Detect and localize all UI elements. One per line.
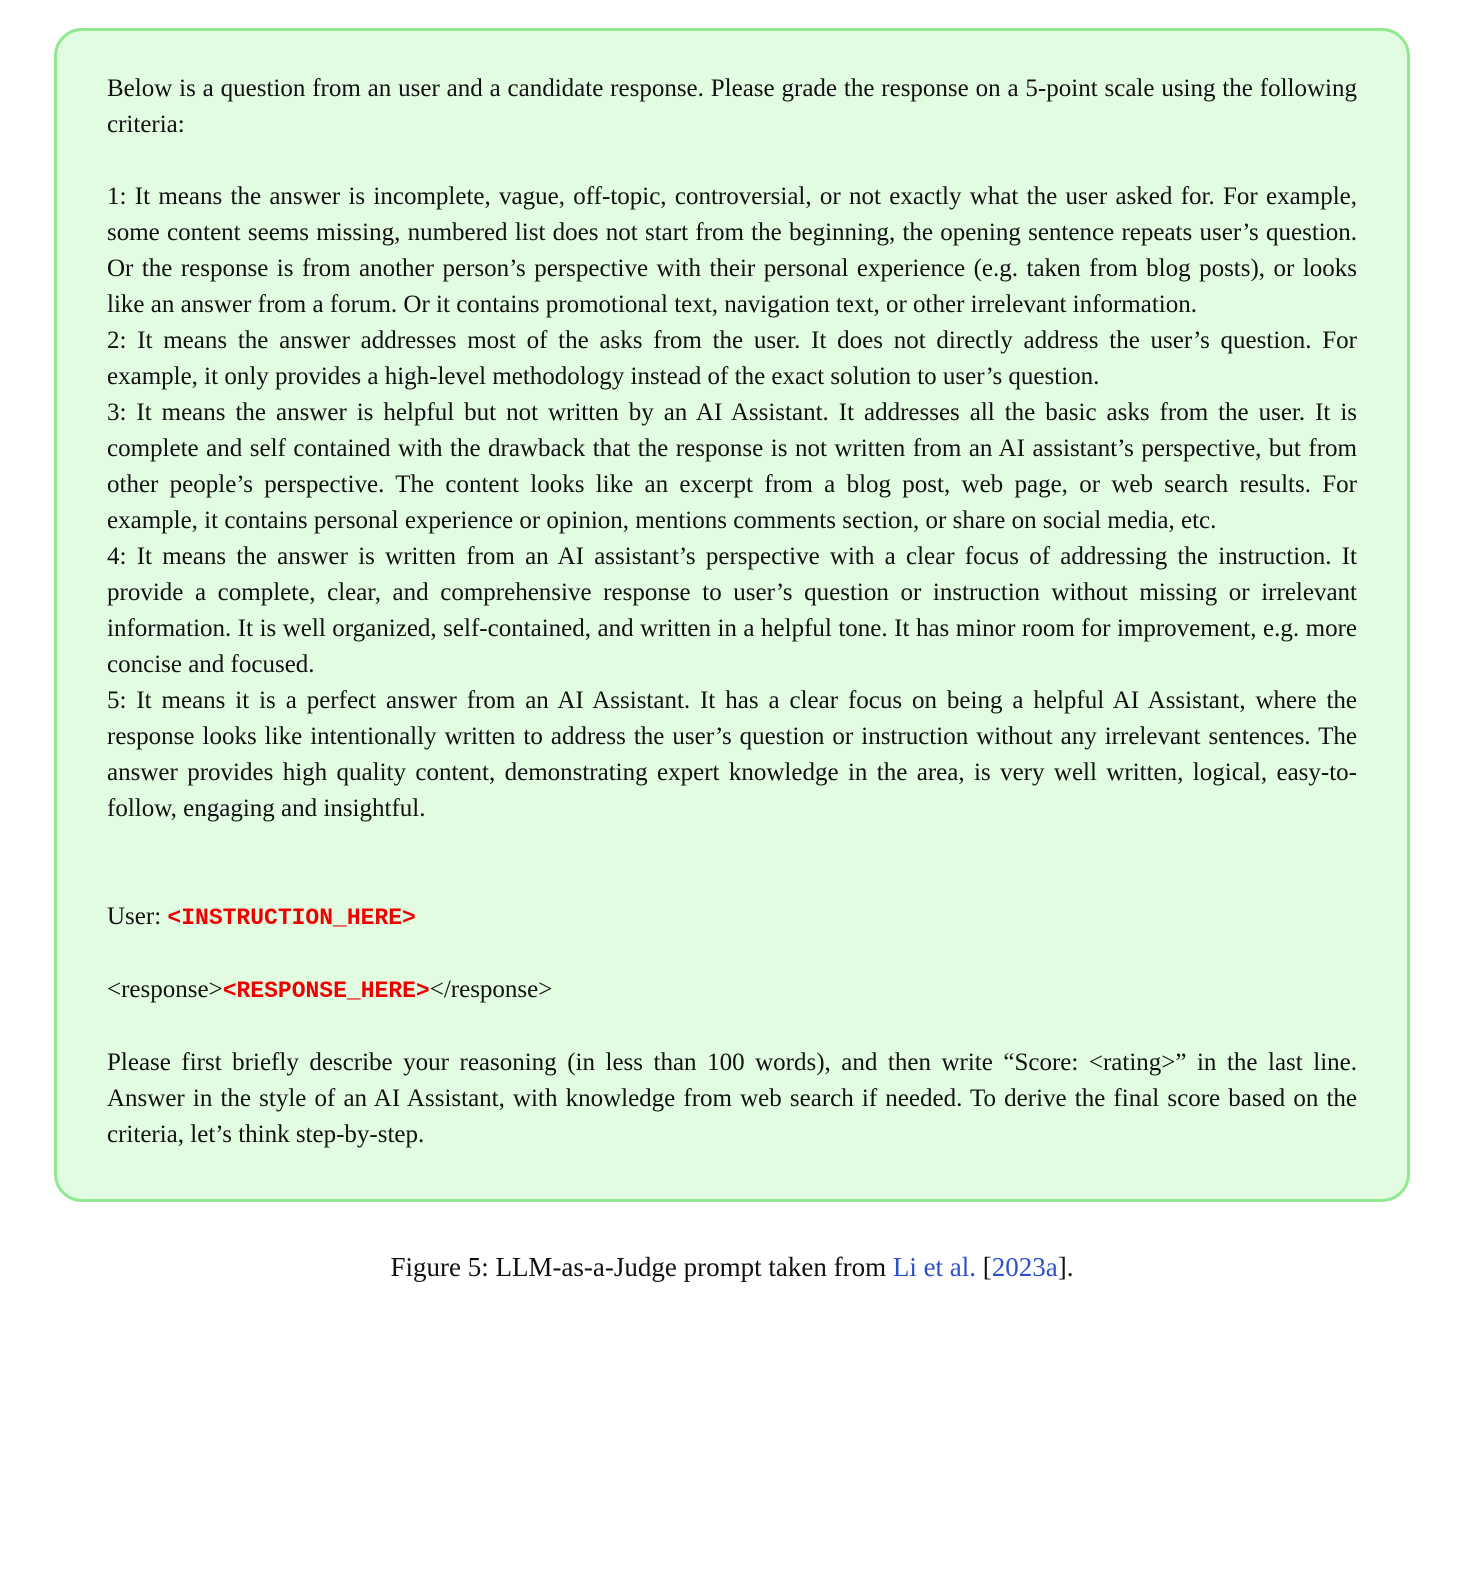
criteria-item-3: 3: It means the answer is helpful but not written by an AI Assistant. It addresses all the basic asks from the user. It is complete and self contained with the drawback that the response is not written from an AI assistant’s perspective, but from other people’s perspective. The content looks like an excerpt from a blog post, web page, or web search results. For example, it contains personal experience or opinion, mentions comments section, or share on social media, etc. bbox=[107, 399, 1357, 534]
user-label: User: bbox=[107, 903, 168, 930]
criteria-item-4: 4: It means the answer is written from an AI assistant’s perspective with a clear focus of addressing the instruction. It provide a complete, clear, and comprehensive response to user’s question or instruction without missing or irrelevant information. It is well organized, self-contained, and written in a helpful tone. It has minor room for improvement, e.g. more concise and focused. bbox=[107, 543, 1357, 678]
user-line bbox=[107, 899, 1357, 936]
citation-link-year[interactable]: 2023a bbox=[991, 1252, 1058, 1282]
citation-link-author[interactable]: Li et al. bbox=[892, 1252, 977, 1282]
criteria-item-5: 5: It means it is a perfect answer from an AI Assistant. It has a clear focus on being a helpful AI Assistant, where the response looks like intentionally written to address the user’s question or instruction without any irrelevant sentences. The answer provides high quality content, demonstrating expert knowledge in the area, is very well written, logical, easy-to-follow, engaging and insightful. bbox=[107, 687, 1357, 822]
instruction-placeholder: <INSTRUCTION_HERE> bbox=[167, 905, 416, 931]
response-placeholder: <RESPONSE_HERE> bbox=[222, 978, 430, 1004]
response-open-tag: <response> bbox=[107, 976, 223, 1003]
figure-caption bbox=[0, 1250, 1464, 1284]
criteria-item-1: 1: It means the answer is incomplete, vague, off-topic, controversial, or not exactly what the user asked for. For example, some content seems missing, numbered list does not start from the beginning, the opening sentence repeats user’s question. Or the response is from another person’s perspective with their personal experience (e.g. taken from blog posts), or looks like an answer from a forum. Or it contains promotional text, navigation text, or other irrelevant information. bbox=[107, 183, 1357, 318]
prompt-box bbox=[54, 28, 1410, 1202]
caption-text: Figure 5: LLM-as-a-Judge prompt taken from bbox=[390, 1252, 893, 1282]
closing-paragraph: Please first briefly describe your reasoning (in less than 100 words), and then write “Score: <rating>” in the last line. Answer in the style of an AI Assistant, with knowledge from web search if needed. To derive the final score based on the criteria, let’s think step-by-step. bbox=[107, 1049, 1357, 1148]
response-close-tag: </response> bbox=[429, 976, 553, 1003]
caption-suffix: ]. bbox=[1057, 1252, 1074, 1282]
response-line bbox=[107, 972, 1357, 1009]
criteria-item-2: 2: It means the answer addresses most of the asks from the user. It does not directly address the user’s question. For example, it only provides a high-level methodology instead of the exact solution to user’s question. bbox=[107, 327, 1357, 390]
intro-paragraph: Below is a question from an user and a candidate response. Please grade the response on a 5-point scale using the following criteria: bbox=[107, 75, 1357, 138]
caption-bracket-open: [ bbox=[976, 1252, 992, 1282]
